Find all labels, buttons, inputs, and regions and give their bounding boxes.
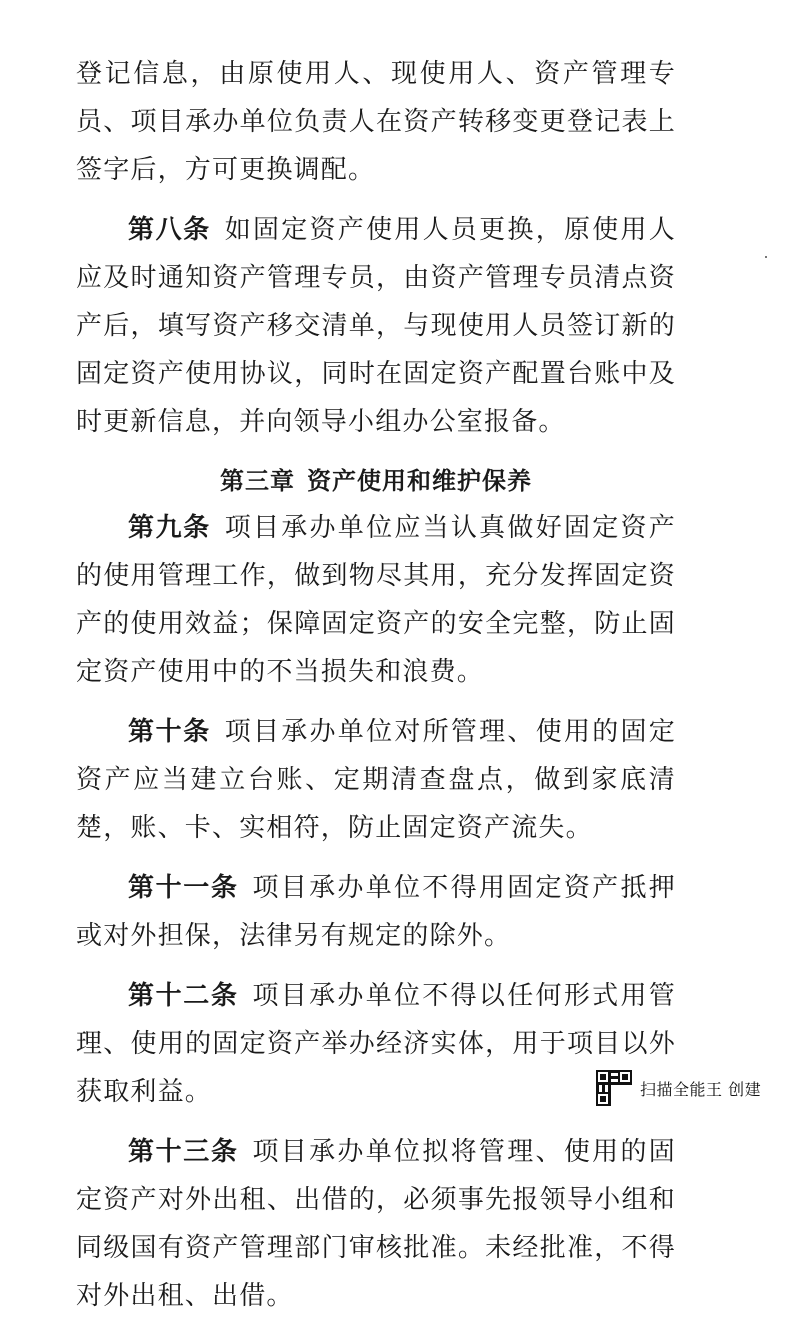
chapter-heading [76, 458, 676, 504]
chapter-title: 资产使用和维护保养 [307, 467, 532, 495]
article-number: 第八条 [128, 215, 211, 245]
chapter-number: 第三章 [220, 467, 295, 495]
article-number: 第九条 [128, 513, 211, 543]
article-text: 项目承办单位不得以任何形式用管理、使用的固定资产举办经济实体，用于项目以外获取利益。 [76, 981, 676, 1107]
article-text: 如固定资产使用人员更换，原使用人应及时通知资产管理专员，由资产管理专员清点资产后，填写资产移交清单，与现使用人员签订新的固定资产使用协议，同时在固定资产配置台账中及时更新信息，并向领导小组办公室报备。 [76, 215, 676, 437]
article-9 [76, 504, 676, 696]
qr-code-icon [596, 1070, 632, 1106]
article-number: 第十二条 [128, 981, 239, 1011]
scanner-watermark [596, 1068, 761, 1108]
article-text: 项目承办单位对所管理、使用的固定资产应当建立台账、定期清查盘点，做到家底清楚，账、卡、实相符，防止固定资产流失。 [76, 717, 676, 843]
article-number: 第十一条 [128, 873, 239, 903]
article-8 [76, 206, 676, 446]
document-body [76, 50, 676, 1332]
article-text: 项目承办单位应当认真做好固定资产的使用管理工作，做到物尽其用，充分发挥固定资产的使用效益；保障固定资产的安全完整，防止固定资产使用中的不当损失和浪费。 [76, 513, 676, 687]
scanner-brand-label: 扫描全能王 创建 [640, 1079, 762, 1099]
article-11 [76, 864, 676, 960]
article-10 [76, 708, 676, 852]
article-text: 项目承办单位不得用固定资产抵押或对外担保，法律另有规定的除外。 [76, 873, 676, 951]
article-number: 第十三条 [128, 1137, 239, 1167]
article-13 [76, 1128, 676, 1320]
article-number: 第十条 [128, 717, 211, 747]
article-text: 项目承办单位拟将管理、使用的固定资产对外出租、出借的，必须事先报领导小组和同级国有资产管理部门审核批准。未经批准，不得对外出租、出借。 [76, 1137, 676, 1311]
scan-speck [765, 256, 767, 258]
article-12 [76, 972, 676, 1116]
paragraph-continuation: 登记信息，由原使用人、现使用人、资产管理专员、项目承办单位负责人在资产转移变更登记表上签字后，方可更换调配。 [76, 59, 676, 185]
